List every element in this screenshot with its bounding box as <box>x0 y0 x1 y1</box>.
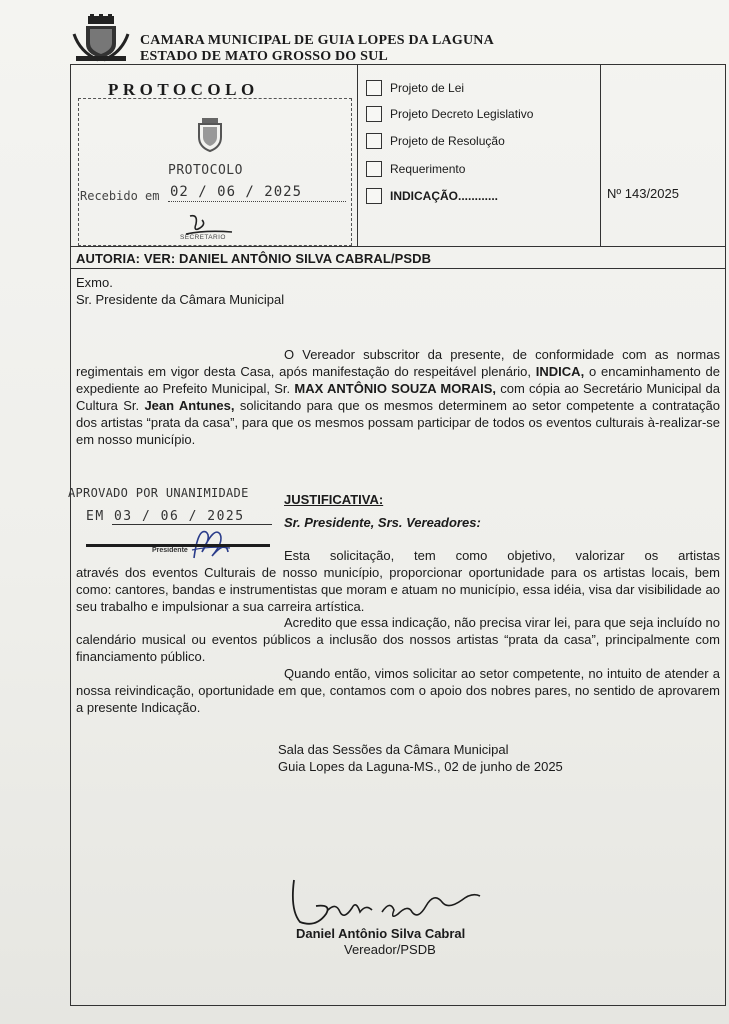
doc-type-label: INDICAÇÃO............ <box>390 189 499 203</box>
stamp-received-label: Recebido em <box>80 189 160 203</box>
stamp-emblem-icon <box>194 117 226 153</box>
closing-line1: Sala das Sessões da Câmara Municipal <box>278 742 509 757</box>
justification-p1: através dos eventos Culturais de nosso município, proporcionar oportunidade para os artistas locais, bem como: cantores, bandas e instrumentistas que moram e atuam no município, essa idéia, visa dar visibilidade ao seu trabalho e impulsionar a sua carreira artística. <box>76 565 720 614</box>
indication-paragraph <box>76 346 720 448</box>
justification-salutation: Sr. Presidente, Srs. Vereadores: <box>284 515 481 530</box>
institution-name: CAMARA MUNICIPAL DE GUIA LOPES DA LAGUNA <box>140 33 494 48</box>
approval-stamp: APROVADO POR UNANIMIDADE <box>68 486 249 500</box>
stamp-protocol-label: PROTOCOLO <box>168 163 243 178</box>
divider <box>600 64 601 246</box>
text: O Vereador subscritor da presente, de conformidade com as normas regimentais em vigor desta Casa, após manifestação do respeitável plenário, <box>76 347 720 379</box>
doc-type-resolucao[interactable] <box>366 133 505 149</box>
approval-date: EM 03 / 06 / 2025 <box>86 509 245 524</box>
document-number: Nº 143/2025 <box>607 186 679 201</box>
divider <box>70 246 726 247</box>
stamp-received-date: 02 / 06 / 2025 <box>170 184 303 200</box>
justification-p2: Acredito que essa indicação, não precisa virar lei, para que seja incluído no calendário musical ou eventos públicos a inclusão dos nossos artistas “prata da casa”, principalmente com financiamento público. <box>76 615 720 664</box>
text: com cópia ao Secretário Municipal da Cultura Sr. <box>76 381 721 413</box>
doc-type-label: Projeto de Lei <box>390 81 465 95</box>
institution-state: ESTADO DE MATO GROSSO DO SUL <box>140 49 388 64</box>
divider <box>357 64 358 246</box>
justification-title: JUSTIFICATIVA: <box>284 492 384 507</box>
checkbox[interactable] <box>366 80 382 96</box>
text: o encaminhamento de expediente ao Prefeito Municipal, Sr. <box>76 364 720 396</box>
text: INDICA, <box>535 364 585 379</box>
closing-line2: Guia Lopes da Laguna-MS., 02 de junho de 2025 <box>278 759 563 774</box>
justification-p3: Quando então, vimos solicitar ao setor competente, no intuito de atender a nossa reivindicação, oportunidade em que, contamos com o apoio dos nobres pares, no sentido de aprovarem a presente Indicação. <box>76 666 720 715</box>
stamp-date-line <box>168 201 346 202</box>
doc-type-decreto-legislativo[interactable] <box>366 106 533 122</box>
coat-of-arms-icon <box>72 14 130 62</box>
greeting-line1: Exmo. <box>76 275 113 290</box>
greeting-line2: Sr. Presidente da Câmara Municipal <box>76 292 285 307</box>
protocol-title: PROTOCOLO <box>108 80 259 99</box>
justification-p1-lead: Esta solicitação, tem como objetivo, valorizar os artistas <box>284 548 720 563</box>
doc-type-label: Projeto Decreto Legislativo <box>390 107 534 121</box>
doc-type-requerimento[interactable] <box>366 161 465 177</box>
text: solicitando para que os mesmos determinem ao setor competente a contratação dos artistas “prata da casa”, para que os mesmos possam participar de todos os eventos culturais à-realizar-se em nosso município. <box>76 398 721 447</box>
secretary-name: Jean Antunes, <box>144 398 235 413</box>
stamp-secretary-label: SECRETARIO <box>180 234 226 241</box>
checkbox[interactable] <box>366 106 382 122</box>
doc-type-label: Requerimento <box>390 162 466 176</box>
doc-type-indicacao[interactable] <box>366 188 498 204</box>
authorship: AUTORIA: VER: DANIEL ANTÔNIO SILVA CABRAL/PSDB <box>76 251 432 266</box>
doc-type-projeto-lei[interactable] <box>366 80 464 96</box>
checkbox[interactable] <box>366 161 382 177</box>
president-label: Presidente <box>152 547 188 554</box>
councilor-signature <box>286 870 486 930</box>
councilor-name: Daniel Antônio Silva Cabral <box>296 926 466 941</box>
divider <box>70 268 726 269</box>
councilor-role: Vereador/PSDB <box>344 942 436 957</box>
doc-type-label: Projeto de Resolução <box>390 134 505 148</box>
mayor-name: MAX ANTÔNIO SOUZA MORAIS, <box>294 381 496 396</box>
checkbox[interactable] <box>366 188 382 204</box>
checkbox[interactable] <box>366 133 382 149</box>
